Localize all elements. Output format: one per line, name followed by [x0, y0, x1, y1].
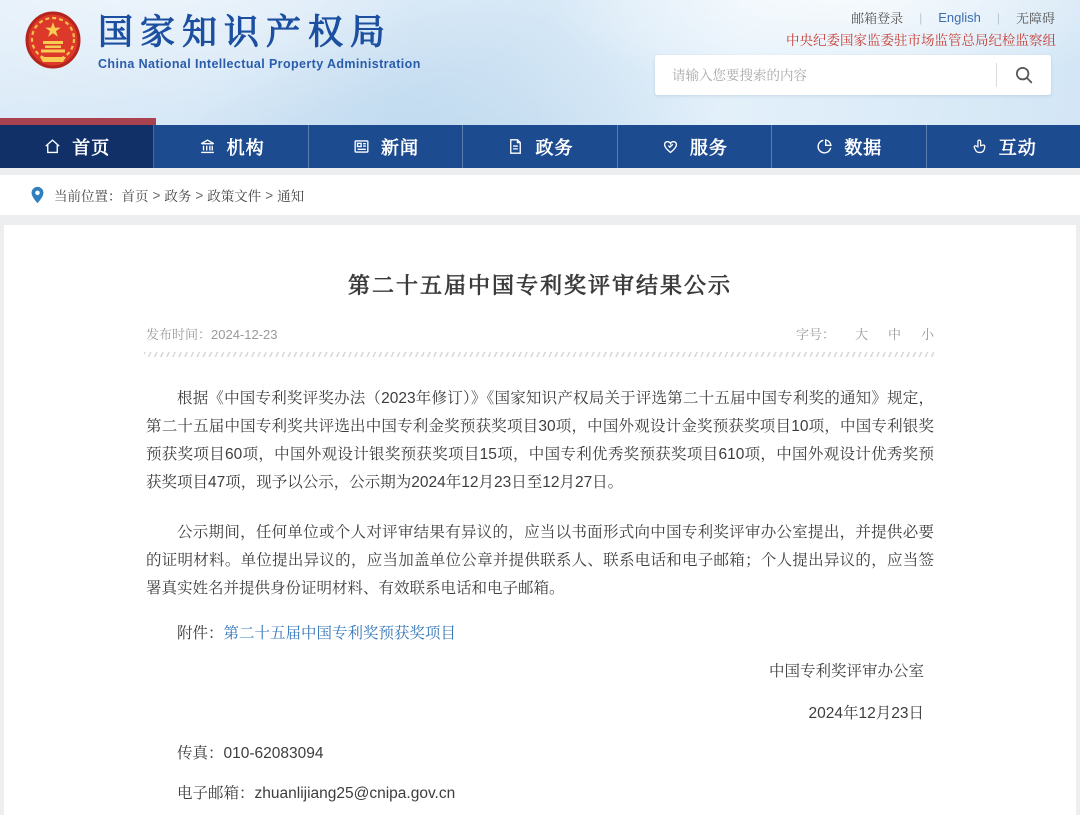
article-title: 第二十五届中国专利奖评审结果公示	[347, 273, 732, 298]
nav-item-home[interactable]	[0, 125, 154, 168]
gov-affairs-icon	[506, 137, 525, 156]
location-pin-icon	[30, 186, 45, 204]
breadcrumb-prefix: 当前位置：	[54, 189, 122, 204]
nav-label: 新闻	[381, 137, 420, 158]
nav-item-news[interactable]	[309, 125, 463, 168]
breadcrumb-notice[interactable]: 通知	[277, 189, 305, 204]
article-meta	[146, 324, 934, 343]
attachment-row	[146, 621, 934, 643]
font-size-control	[796, 324, 934, 343]
interact-icon	[970, 137, 989, 156]
breadcrumb-separator: >	[195, 187, 204, 203]
font-size-large[interactable]: 大	[854, 327, 868, 342]
discipline-inspection-link[interactable]: 中央纪委国家监委驻市场监管总局纪检监察组	[786, 33, 1056, 48]
email-line	[146, 781, 934, 803]
nav-item-service[interactable]	[618, 125, 772, 168]
attachment-link[interactable]: 第二十五届中国专利奖预获奖项目	[223, 625, 457, 642]
breadcrumb	[0, 175, 1080, 215]
article-paragraph: 根据《中国专利奖评奖办法（2023年修订）》《国家知识产权局关于评选第二十五届中国专利奖的通知》规定，第二十五届中国专利奖共评选出中国专利金奖预获奖项目30项，中国外观设计金奖预获奖项目10项，中国专利银奖预获奖项目60项，中国外观设计银奖预获奖项目15项，中国专利优秀奖预获奖项目610项，中国外观设计优秀奖预获奖项目47项，现予以公示，公示期为2024年12月23日至12月27日。	[146, 390, 934, 491]
fax-value: 010-62083094	[223, 745, 324, 762]
institution-icon	[198, 137, 217, 156]
breadcrumb-policy-docs[interactable]: 政策文件	[207, 189, 262, 204]
breadcrumb-separator: >	[152, 187, 161, 203]
signature-office: 中国专利奖评审办公室	[768, 663, 924, 680]
site-name-en: China National Intellectual Property Administration	[98, 57, 421, 71]
nav-label: 互动	[998, 137, 1037, 158]
dashed-divider	[144, 352, 936, 357]
english-link[interactable]: English	[938, 10, 981, 25]
search-icon	[1013, 64, 1035, 86]
nav-item-interact[interactable]	[927, 125, 1080, 168]
home-icon	[43, 137, 62, 156]
nav-item-institution[interactable]	[154, 125, 308, 168]
mail-login-link[interactable]: 邮箱登录	[851, 11, 904, 26]
nav-label: 政务	[535, 137, 574, 158]
nav-label: 服务	[689, 137, 728, 158]
search-input[interactable]	[655, 55, 996, 95]
search-button[interactable]	[997, 55, 1051, 95]
main-nav	[0, 125, 1080, 168]
breadcrumb-separator: >	[265, 187, 274, 203]
email-value: zhuanlijiang25@cnipa.gov.cn	[254, 785, 456, 802]
site-logo[interactable]	[22, 9, 421, 73]
service-icon	[661, 137, 680, 156]
data-icon	[815, 137, 834, 156]
signature-date: 2024年12月23日	[808, 705, 924, 722]
breadcrumb-home[interactable]: 首页	[121, 189, 149, 204]
news-icon	[352, 137, 371, 156]
fax-line	[146, 741, 934, 763]
attachment-label: 附件：	[177, 625, 224, 642]
nav-label: 数据	[844, 137, 883, 158]
site-title	[98, 9, 421, 71]
font-size-medium[interactable]: 中	[887, 327, 901, 342]
font-size-label: 字号：	[795, 327, 835, 342]
font-size-small[interactable]: 小	[920, 327, 934, 342]
accessibility-link[interactable]: 无障碍	[1015, 11, 1055, 26]
site-search	[655, 55, 1051, 95]
link-separator: |	[996, 10, 1000, 25]
nav-label: 首页	[72, 137, 111, 158]
publish-time-label: 发布时间：	[146, 327, 212, 342]
active-tab-accent-bar	[0, 118, 156, 125]
site-name: 国家知识产权局	[98, 13, 393, 52]
nav-item-gov-affairs[interactable]	[463, 125, 617, 168]
national-emblem-icon	[22, 9, 84, 73]
nav-item-data[interactable]	[772, 125, 926, 168]
article-paragraph: 公示期间，任何单位或个人对评审结果有异议的，应当以书面形式向中国专利奖评审办公室提出，并提供必要的证明材料。单位提出异议的，应当加盖单位公章并提供联系人、联系电话和电子邮箱；个人提出异议的，应当签署真实姓名并提供身份证明材料、有效联系电话和电子邮箱。	[146, 524, 934, 597]
link-separator: |	[919, 10, 923, 25]
breadcrumb-gov[interactable]: 政务	[164, 189, 192, 204]
fax-label: 传真：	[177, 745, 224, 762]
site-header	[0, 0, 1080, 125]
publish-time	[146, 324, 278, 343]
publish-time-value: 2024-12-23	[211, 327, 278, 342]
article-panel	[4, 225, 1076, 815]
top-utility-links	[851, 8, 1055, 27]
nav-label: 机构	[226, 137, 265, 158]
email-label: 电子邮箱：	[177, 785, 255, 802]
